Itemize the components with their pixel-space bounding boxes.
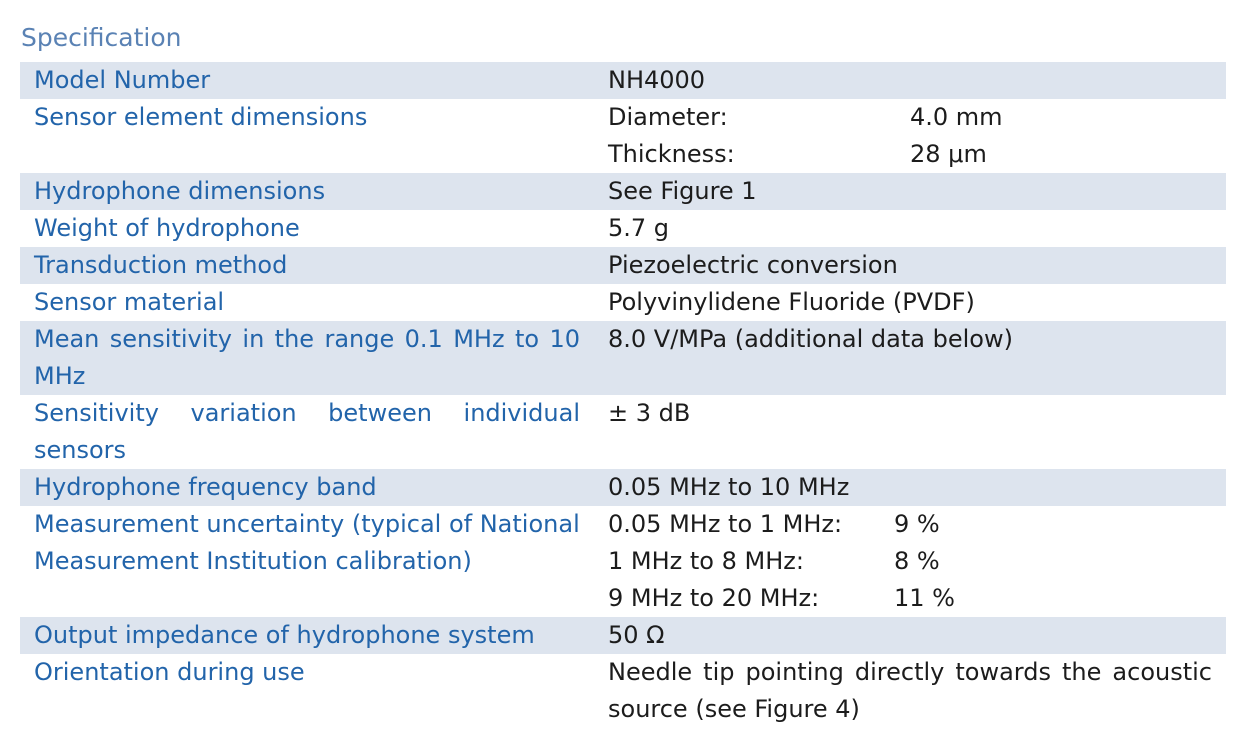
- pair-key: 1 MHz to 8 MHz:: [608, 547, 804, 575]
- table-row: [20, 62, 1226, 99]
- row-value: 50 Ω: [594, 617, 1226, 654]
- row-label: Measurement uncertainty (typical of National Measurement Institution calibration): [34, 510, 580, 575]
- table-row: [20, 173, 1226, 210]
- table-row: [20, 321, 1226, 395]
- table-row: [20, 617, 1226, 654]
- row-label: Hydrophone frequency band: [20, 469, 594, 506]
- pair-value: 28 μm: [910, 140, 987, 168]
- value-pair: [608, 543, 1212, 580]
- row-label: Orientation during use: [34, 658, 305, 686]
- row-value: [594, 506, 1226, 617]
- row-label: Mean sensitivity in the range 0.1 MHz to 10 MHz: [20, 321, 594, 395]
- pair-value: 8 %: [894, 547, 940, 575]
- row-value: [594, 99, 1226, 173]
- pair-key: Diameter:: [608, 103, 728, 131]
- row-value: Polyvinylidene Fluoride (PVDF): [608, 288, 975, 316]
- row-value: ± 3 dB: [608, 399, 691, 427]
- table-row: [20, 654, 1226, 728]
- section-heading: Specification: [21, 23, 182, 52]
- row-value: Needle tip pointing directly towards the acoustic source (see Figure 4): [608, 658, 1212, 723]
- value-pair: [608, 580, 1212, 617]
- pair-key: 0.05 MHz to 1 MHz:: [608, 510, 843, 538]
- row-label: Hydrophone dimensions: [20, 173, 594, 210]
- row-value: Piezoelectric conversion: [594, 247, 1226, 284]
- table-row: [20, 247, 1226, 284]
- table-row: [20, 469, 1226, 506]
- pair-value: 9 %: [894, 510, 940, 538]
- table-row: [20, 99, 1226, 173]
- row-label: Sensor element dimensions: [34, 103, 368, 131]
- table-row: [20, 284, 1226, 321]
- row-label: Output impedance of hydrophone system: [20, 617, 594, 654]
- row-value: See Figure 1: [594, 173, 1226, 210]
- row-label: Sensitivity variation between individual sensors: [34, 399, 580, 464]
- spec-table: [20, 62, 1226, 728]
- row-value: 0.05 MHz to 10 MHz: [594, 469, 1226, 506]
- table-row: [20, 210, 1226, 247]
- value-pair: [608, 136, 1212, 173]
- table-row: [20, 395, 1226, 469]
- row-value: 5.7 g: [608, 214, 670, 242]
- row-label: Sensor material: [34, 288, 225, 316]
- row-label: Model Number: [20, 62, 594, 99]
- pair-value: 4.0 mm: [910, 103, 1003, 131]
- spec-section: [20, 18, 1226, 728]
- pair-key: Thickness:: [608, 140, 735, 168]
- row-label: Weight of hydrophone: [34, 214, 300, 242]
- row-value: 8.0 V/MPa (additional data below): [594, 321, 1226, 395]
- row-value: NH4000: [594, 62, 1226, 99]
- pair-key: 9 MHz to 20 MHz:: [608, 584, 820, 612]
- row-label: Transduction method: [20, 247, 594, 284]
- pair-value: 11 %: [894, 584, 955, 612]
- value-pair: [608, 99, 1212, 136]
- value-pair: [608, 506, 1212, 543]
- table-row: [20, 506, 1226, 617]
